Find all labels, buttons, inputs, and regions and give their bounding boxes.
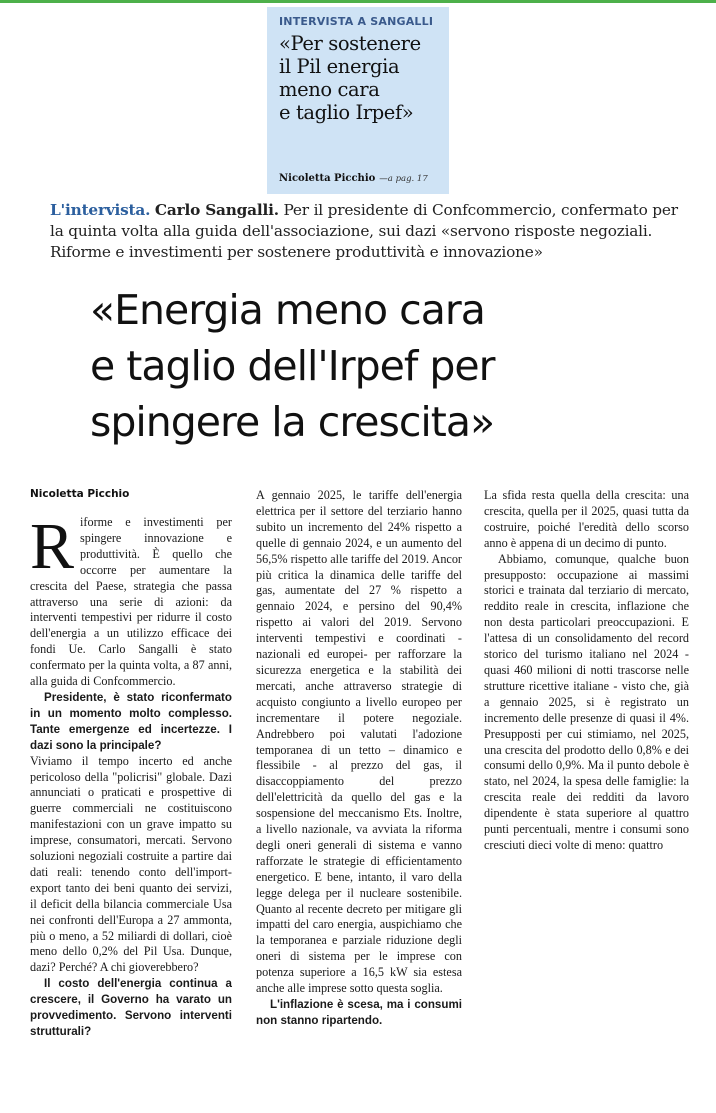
promo-box[interactable]: [267, 7, 449, 194]
article-column-2: [256, 488, 462, 1029]
byline: Nicoletta Picchio: [30, 488, 130, 500]
answer-3a: La sfida resta quella della crescita: una crescita, quella per il 2025, quasi tutta da costruire, poiché l'eredità dello scorso anno è appena di un decimo di punto.: [484, 488, 689, 550]
headline-line: spingere la crescita»: [90, 398, 495, 446]
article-column-3: [484, 488, 689, 854]
answer-2: A gennaio 2025, le tariffe dell'energia elettrica per il settore del terziario hanno subito un incremento del 24% rispetto a quelle di gennaio 2024, e un aumento del 56,5% rispetto alle tariffe del 2019. Ancor più critica la dinamica delle tariffe del gas, aumentate del 27 % rispetto a gennaio 2024, e persino del 90,4% rispetto ai valori del 2019. Servono interventi tempestivi e coordinati - nazionali ed europei- per rafforzare la sicurezza energetica e la stabilità dei mercati, anche attraverso strategie di acquisto congiunto a livello europeo per incrementare il potere negoziale. Andrebbero poi valutati l'adozione temporanea di un tetto – dinamico e flessibile - al prezzo del gas, il disaccoppiamento del prezzo dell'elettricità da quello del gas e la sospensione del meccanismo Ets. Inoltre, a livello nazionale, va avviata la riforma degli oneri generali di sistema e vanno rafforzate le strategie di efficientamento energetico. E bene, intanto, il varo della legge delega per il nucleare sostenibile. Quanto al recente decreto per mitigare gli impatti del caro energia, auspichiamo che la temporanea e parziale riduzione degli oneri di sistema per le imprese con potenza superiore a 16,5 kW sia estesa anche alle imprese sotto questa soglia.: [256, 488, 462, 996]
headline-line: e taglio dell'Irpef per: [90, 342, 495, 390]
promo-author: Nicoletta Picchio: [279, 173, 376, 184]
promo-title-line: meno cara: [279, 78, 380, 101]
lead-paragraph: [30, 510, 232, 690]
answer-3b: Abbiamo, comunque, qualche buon presupposto: occupazione ai massimi storici e trainata dal terziario di mercato, reddito reale in crescita, inflazione che non desta particolari preoccupazioni. E l'attesa di un consolidamento del record storico del turismo italiano nel 2024 - quasi 460 milioni di notti trascorse nelle strutture ricettive italiane - visto che, già a gennaio 2025, si è registrato un incremento delle presenze di quasi il 4%. Presupposti per cui stimiamo, nel 2025, una crescita del prodotto dello 0,8% e dei consumi dello 0,9%. Ma il punto debole è stato, nel 2024, la spesa delle famiglie: la crescita reale dei redditi da lavoro dipendente è stata superiore al quattro punti percentuali, mentre i consumi sono cresciuti dieci volte di meno: quattro: [484, 551, 689, 852]
lead-text: iforme e investimenti per spingere innovazione e produttività. È quello che occorre per aumentare la crescita del Paese, strategia che passa attraverso una serie di azioni: da interventi tempestivi per ridurre il costo dell'energia a un utilizzo efficace dei fondi Ue. Carlo Sangalli è stato confermato per la quinta volta, a 87 anni, alla guida di Confcommercio.: [30, 515, 232, 689]
top-accent-line: [0, 0, 716, 3]
drop-cap: R: [30, 510, 75, 583]
promo-title-line: e taglio Irpef»: [279, 101, 414, 124]
question-2: Il costo dell'energia continua a crescere, il Governo ha varato un provvedimento. Servono interventi strutturali?: [30, 977, 232, 1038]
answer-1: Viviamo il tempo incerto ed anche pericoloso della "policrisi" globale. Dazi annunciati o praticati e prospettive di guerre commerciali ne costituiscono manifestazioni con un grave impatto su imprese, consumatori, mercati. Servono soluzioni negoziali costruite a partire dai dati reali: tenendo conto dell'import-export tanto dei beni quanto dei servizi, il deficit della bilancia commerciale Usa nei confronti dell'Europa a 27 ammonta, più o meno, a 52 miliardi di dollari, cioè meno dello 0,2% del Pil Usa. Dunque, dazi? Perché? A chi gioverebbero?: [30, 753, 232, 975]
dek-name: Carlo Sangalli.: [154, 201, 279, 219]
promo-title[interactable]: [279, 32, 439, 124]
promo-footer: [279, 173, 428, 184]
promo-title-line: il Pil energia: [279, 55, 400, 78]
question-3: L'inflazione è scesa, ma i consumi non stanno ripartendo.: [256, 998, 462, 1027]
article-headline: [90, 282, 690, 450]
article-column-1: [30, 510, 232, 1040]
question-1: Presidente, è stato riconfermato in un momento molto complesso. Tante emergenze ed incertezze. I dazi sono la principale?: [30, 690, 232, 752]
dek-kicker: L'intervista.: [50, 201, 151, 219]
promo-title-line: «Per sostenere: [279, 32, 421, 55]
article-dek: [50, 200, 680, 263]
promo-page-ref[interactable]: —a pag. 17: [379, 174, 428, 184]
dek-text: Per il presidente di Confcommercio, confermato per la quinta volta alla guida dell'associazione, sui dazi «servono risposte negoziali. Riforme e investimenti per sostenere produttività e innovazione»: [50, 201, 678, 261]
headline-line: «Energia meno cara: [90, 286, 485, 334]
promo-kicker: INTERVISTA A SANGALLI: [279, 15, 434, 28]
